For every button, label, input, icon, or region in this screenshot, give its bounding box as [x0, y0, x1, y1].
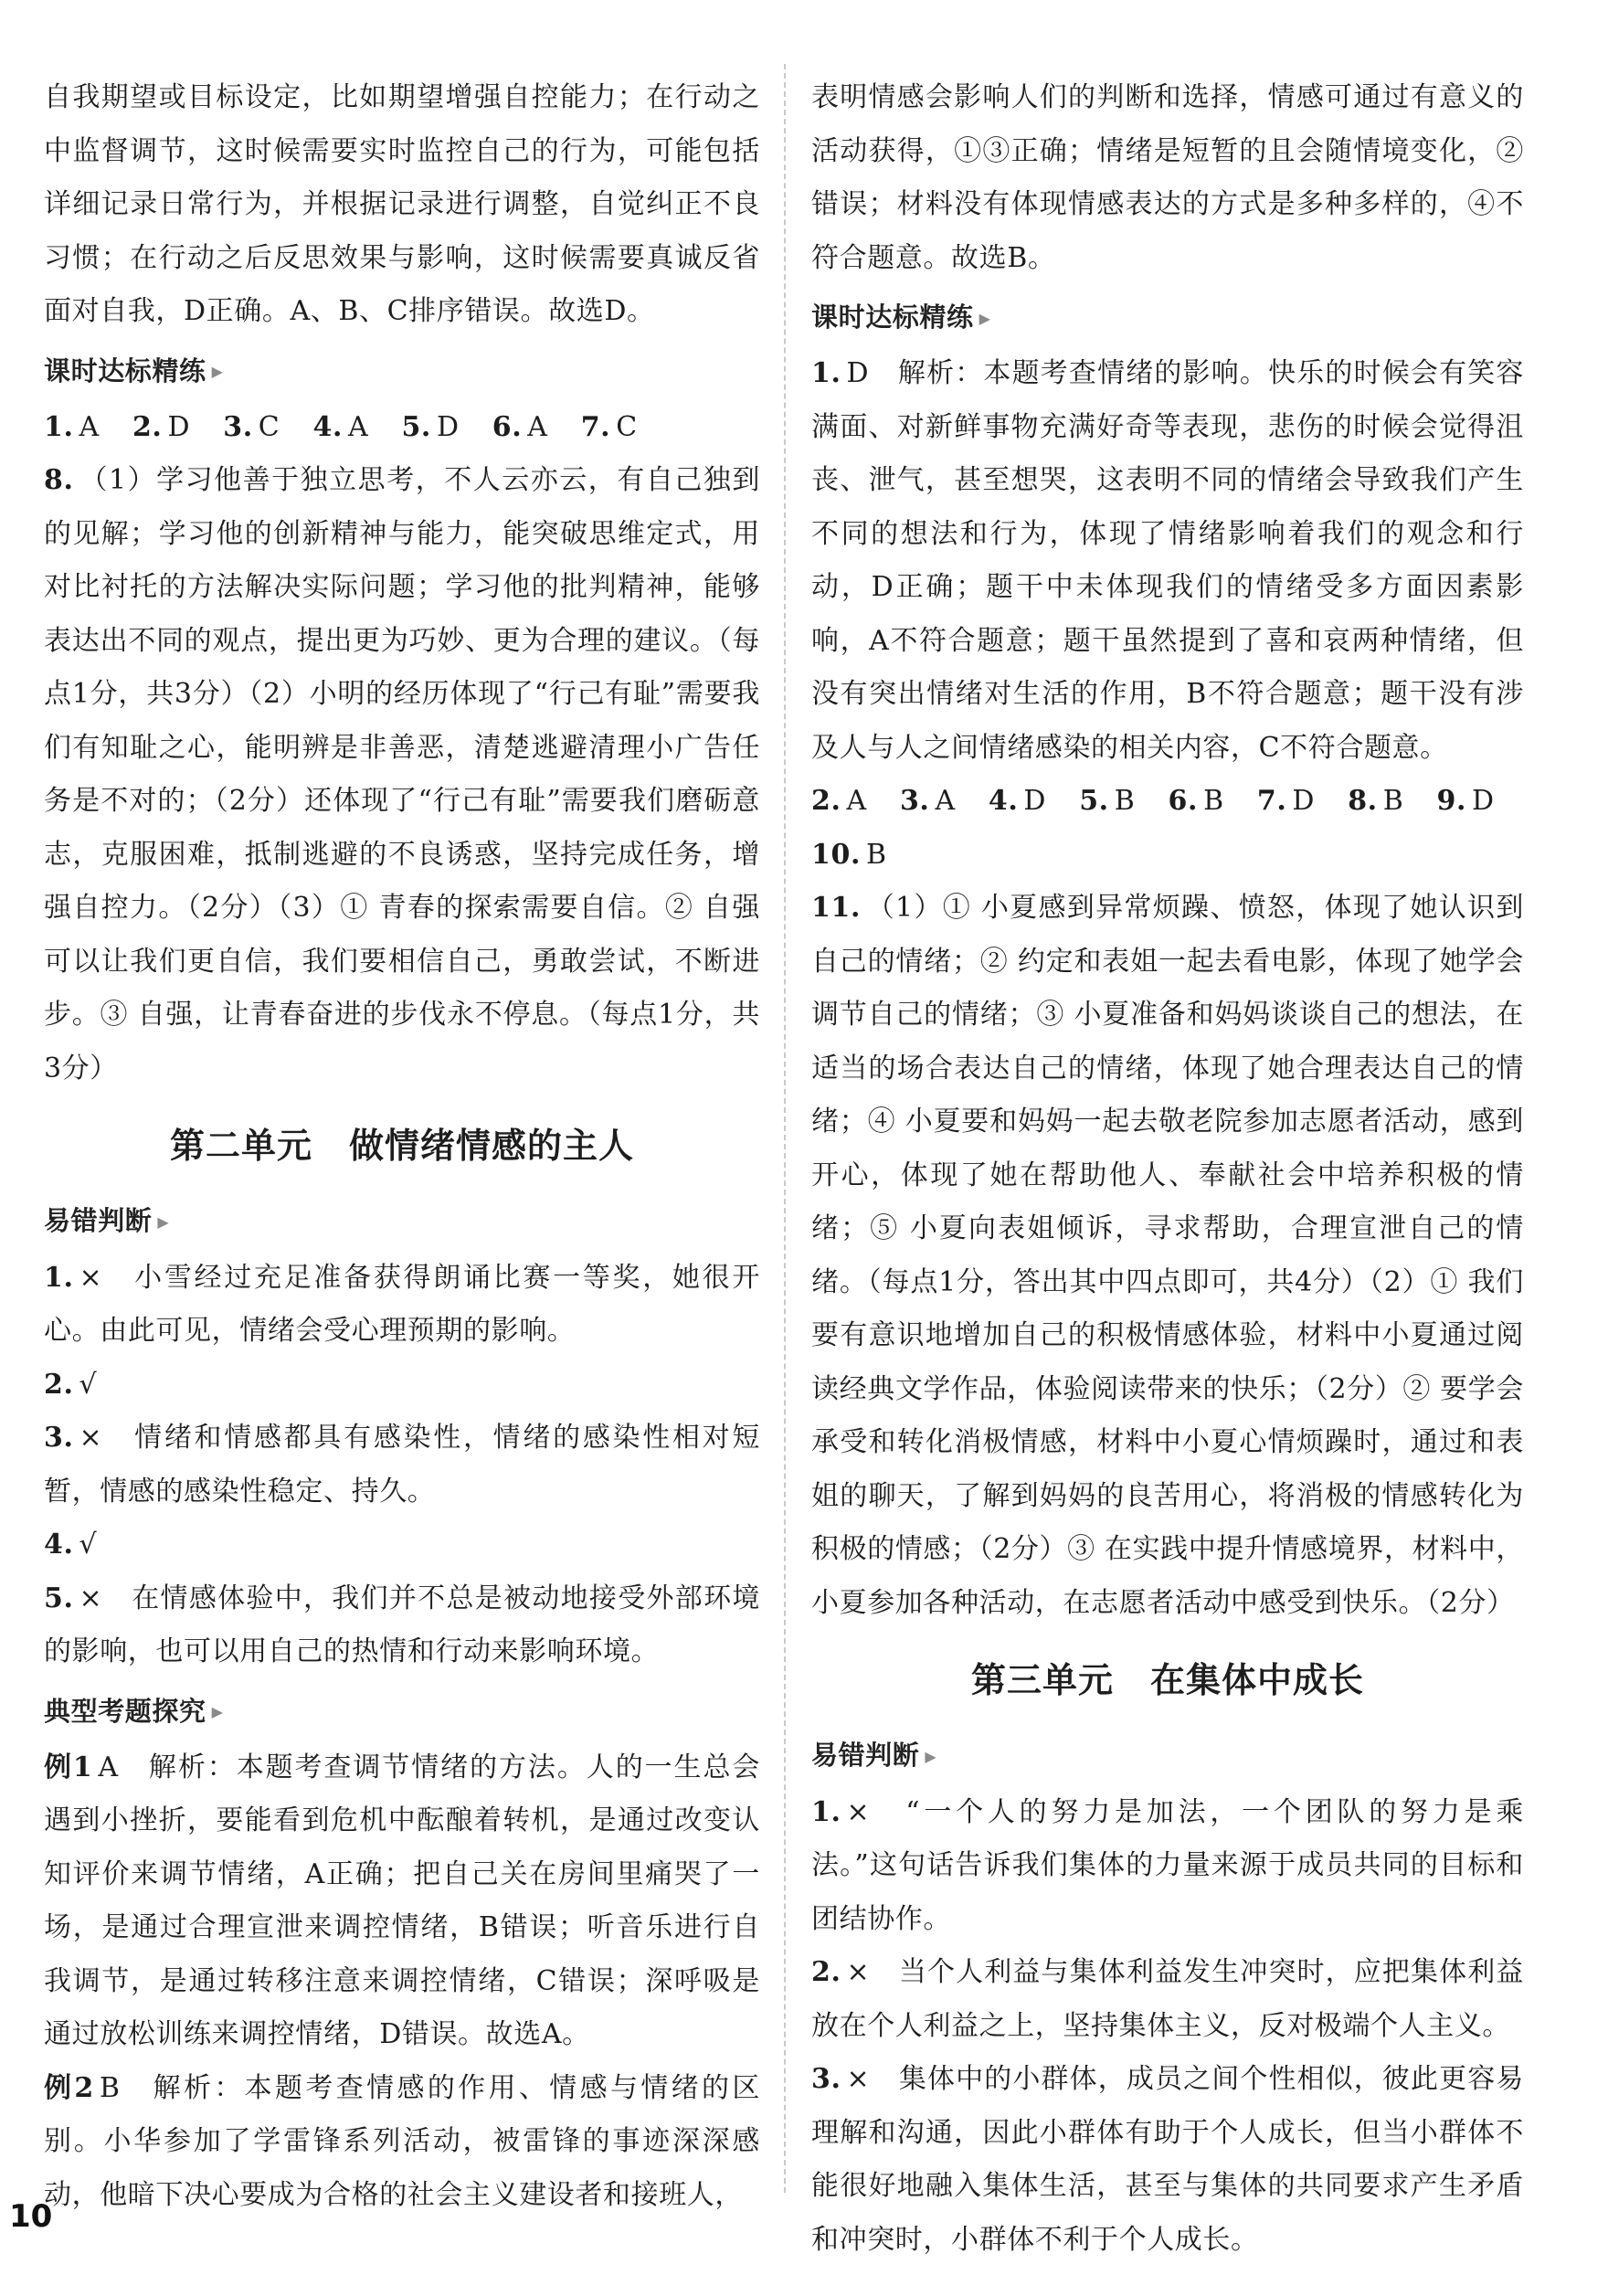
page-number: 10	[9, 2198, 53, 2235]
section-heading-text: 典型考题探究	[44, 1695, 206, 1727]
answer-item: 3. C	[223, 410, 280, 443]
answer-row	[44, 401, 760, 455]
answer-item: 2. A	[811, 785, 867, 818]
unit-title-3	[811, 1639, 1524, 1721]
left-column	[44, 71, 760, 2222]
left-paragraph-continued: 自我期望或目标设定，比如期望增强自控能力；在行动之中监督调节，这时候需要实时监控自己的行为，可能包括详细记录日常行为，并根据记录进行调整，自觉纠正不良习惯；在行动之后反思效果与影响，这时候需要真诚反省面对自我，D正确。A、B、C排序错误。故选D。	[44, 81, 760, 327]
section-heading-practice	[811, 291, 1524, 345]
answer-item: 6. B	[1168, 785, 1224, 818]
judgement-item: 5. × 在情感体验中，我们并不总是被动地接受外部环境的影响，也可以用自己的热情和行动来影响环境。	[44, 1582, 760, 1667]
section-heading-text: 易错判断	[44, 1205, 153, 1237]
unit-name: 在集体中成长	[1150, 1660, 1365, 1701]
question-10-answer: 10. B	[811, 838, 887, 871]
answer-item: 4. A	[312, 410, 369, 443]
answer-text: （1）学习他善于独立思考，不人云亦云，有自己独到的见解；学习他的创新精神与能力，能突破思维定式，用对比衬托的方法解决实际问题；学习他的批判精神，能够表达出不同的观点，提出更为巧妙、更为合理的建议。（每点1分，共3分）（2）小明的经历体现了“行己有耻”需要我们有知耻之心，能明辨是非善恶，清楚逃避清理小广告任务是不对的；（2分）还体现了“行己有耻”需要我们磨砺意志，克服困难，抵制逃避的不良诱惑，坚持完成任务，增强自控力。（2分）（3）① 青春的探索需要自信。② 自强可以让我们更自信，我们要相信自己，勇敢尝试，不断进步。③ 自强，让青春奋进的步伐永不停息。（每点1分，共3分）	[44, 464, 760, 1085]
triangle-arrow-icon: ▶	[211, 363, 224, 381]
section-heading-examples	[44, 1685, 760, 1740]
judgement-item: 1. × “一个人的努力是加法，一个团队的努力是乘法。”这句话告诉我们集体的力量来源于成员共同的目标和团结协作。	[811, 1795, 1524, 1935]
question-1-answer: 1. D 解析：本题考查情绪的影响。快乐的时候会有笑容满面、对新鲜事物充满好奇等表现，悲伤的时候会觉得沮丧、泄气，甚至想哭，这表明不同的情绪会导致我们产生不同的想法和行为，体现了情绪影响着我们的观念和行动，D正确；题干中未体现我们的情绪受多方面因素影响，A不符合题意；题干虽然提到了喜和哀两种情绪，但没有突出情绪对生活的作用，B不符合题意；题干没有涉及人与人之间情绪感染的相关内容，C不符合题意。	[811, 357, 1524, 764]
answer-item: 6. A	[492, 410, 548, 443]
question-number: 8.	[44, 464, 74, 497]
answer-item: 7. C	[580, 410, 638, 443]
answer-item: 4. D	[988, 785, 1047, 818]
section-heading-judgement	[811, 1729, 1524, 1783]
answer-item: 5. B	[1079, 785, 1136, 818]
section-heading-text: 易错判断	[811, 1740, 920, 1772]
unit-title-2	[44, 1105, 760, 1187]
triangle-arrow-icon: ▶	[211, 1703, 224, 1721]
answer-row	[811, 775, 1524, 829]
judgement-item: 2. √	[44, 1368, 98, 1401]
unit-name: 做情绪情感的主人	[349, 1126, 635, 1167]
triangle-arrow-icon: ▶	[979, 309, 991, 327]
question-11-answer: 11. （1）① 小夏感到异常烦躁、愤怒，体现了她认识到自己的情绪；② 约定和表姐一起去看电影，体现了她学会调节自己的情绪；③ 小夏准备和妈妈谈谈自己的想法，在适当的场合表达自己的情绪，体现了她合理表达自己的情绪；④ 小夏要和妈妈一起去敬老院参加志愿者活动，感到开心，体现了她在帮助他人、奉献社会中培养积极的情绪；⑤ 小夏向表姐倾诉，寻求帮助，合理宣泄自己的情绪。（每点1分，答出其中四点即可，共4分）（2）① 我们要有意识地增加自己的积极情感体验，材料中小夏通过阅读经典文学作品，体验阅读带来的快乐；（2分）② 要学会承受和转化消极情感，材料中小夏心情烦躁时，通过和表姐的聊天，了解到妈妈的良苦用心，将消极的情感转化为积极的情感；（2分）③ 在实践中提升情感境界，材料中，小夏参加各种活动，在志愿者活动中感受到快乐。（2分）	[811, 892, 1524, 1619]
section-heading-text: 课时达标精练	[811, 302, 974, 333]
triangle-arrow-icon: ▶	[925, 1748, 937, 1765]
answer-item: 5. D	[401, 410, 460, 443]
answer-item: 8. B	[1348, 785, 1404, 818]
section-heading-judgement	[44, 1194, 760, 1249]
judgement-item: 3. × 情绪和情感都具有感染性，情绪的感染性相对短暂，情感的感染性稳定、持久。	[44, 1422, 760, 1508]
unit-number: 第二单元	[169, 1126, 312, 1167]
judgement-item: 2. × 当个人利益与集体利益发生冲突时，应把集体利益放在个人利益之上，坚持集体主义，反对极端个人主义。	[811, 1956, 1524, 2042]
answer-item: 2. D	[132, 410, 191, 443]
right-paragraph-continued: 表明情感会影响人们的判断和选择，情感可通过有意义的活动获得，①③正确；情绪是短暂的且会随情境变化，②错误；材料没有体现情感表达的方式是多种多样的，④不符合题意。故选B。	[811, 81, 1524, 274]
triangle-arrow-icon: ▶	[157, 1213, 170, 1231]
answer-item: 1. A	[44, 410, 100, 443]
section-heading-practice	[44, 344, 760, 399]
judgement-item: 1. × 小雪经过充足准备获得朗诵比赛一等奖，她很开心。由此可见，情绪会受心理预期的影响。	[44, 1261, 760, 1347]
answer-item: 7. D	[1256, 785, 1316, 818]
question-8-answer	[44, 454, 760, 1095]
answer-item: 3. A	[899, 785, 956, 818]
judgement-item: 4. √	[44, 1529, 98, 1561]
unit-number: 第三单元	[970, 1660, 1114, 1701]
section-heading-text: 课时达标精练	[44, 354, 206, 386]
judgement-item: 3. × 集体中的小群体，成员之间个性相似，彼此更容易理解和沟通，因此小群体有助于个人成长，但当小群体不能很好地融入集体生活，甚至与集体的共同要求产生矛盾和冲突时，小群体不利于个人成长。	[811, 2063, 1524, 2256]
answer-item: 9. D	[1436, 785, 1495, 818]
column-divider	[784, 64, 786, 2193]
example-item: 例1 A 解析：本题考查调节情绪的方法。人的一生总会遇到小挫折，要能看到危机中酝酿着转机，是通过改变认知评价来调节情绪，A正确；把自己关在房间里痛哭了一场，是通过合理宣泄来调控情绪，B错误；听音乐进行自我调节，是通过转移注意来调控情绪，C错误；深呼吸是通过放松训练来调控情绪，D错误。故选A。	[44, 1751, 760, 2051]
right-column	[811, 71, 1524, 2267]
example-item: 例2 B 解析：本题考查情感的作用、情感与情绪的区别。小华参加了学雷锋系列活动，被雷锋的事迹深深感动，他暗下决心要成为合格的社会主义建设者和接班人，	[44, 2071, 761, 2211]
